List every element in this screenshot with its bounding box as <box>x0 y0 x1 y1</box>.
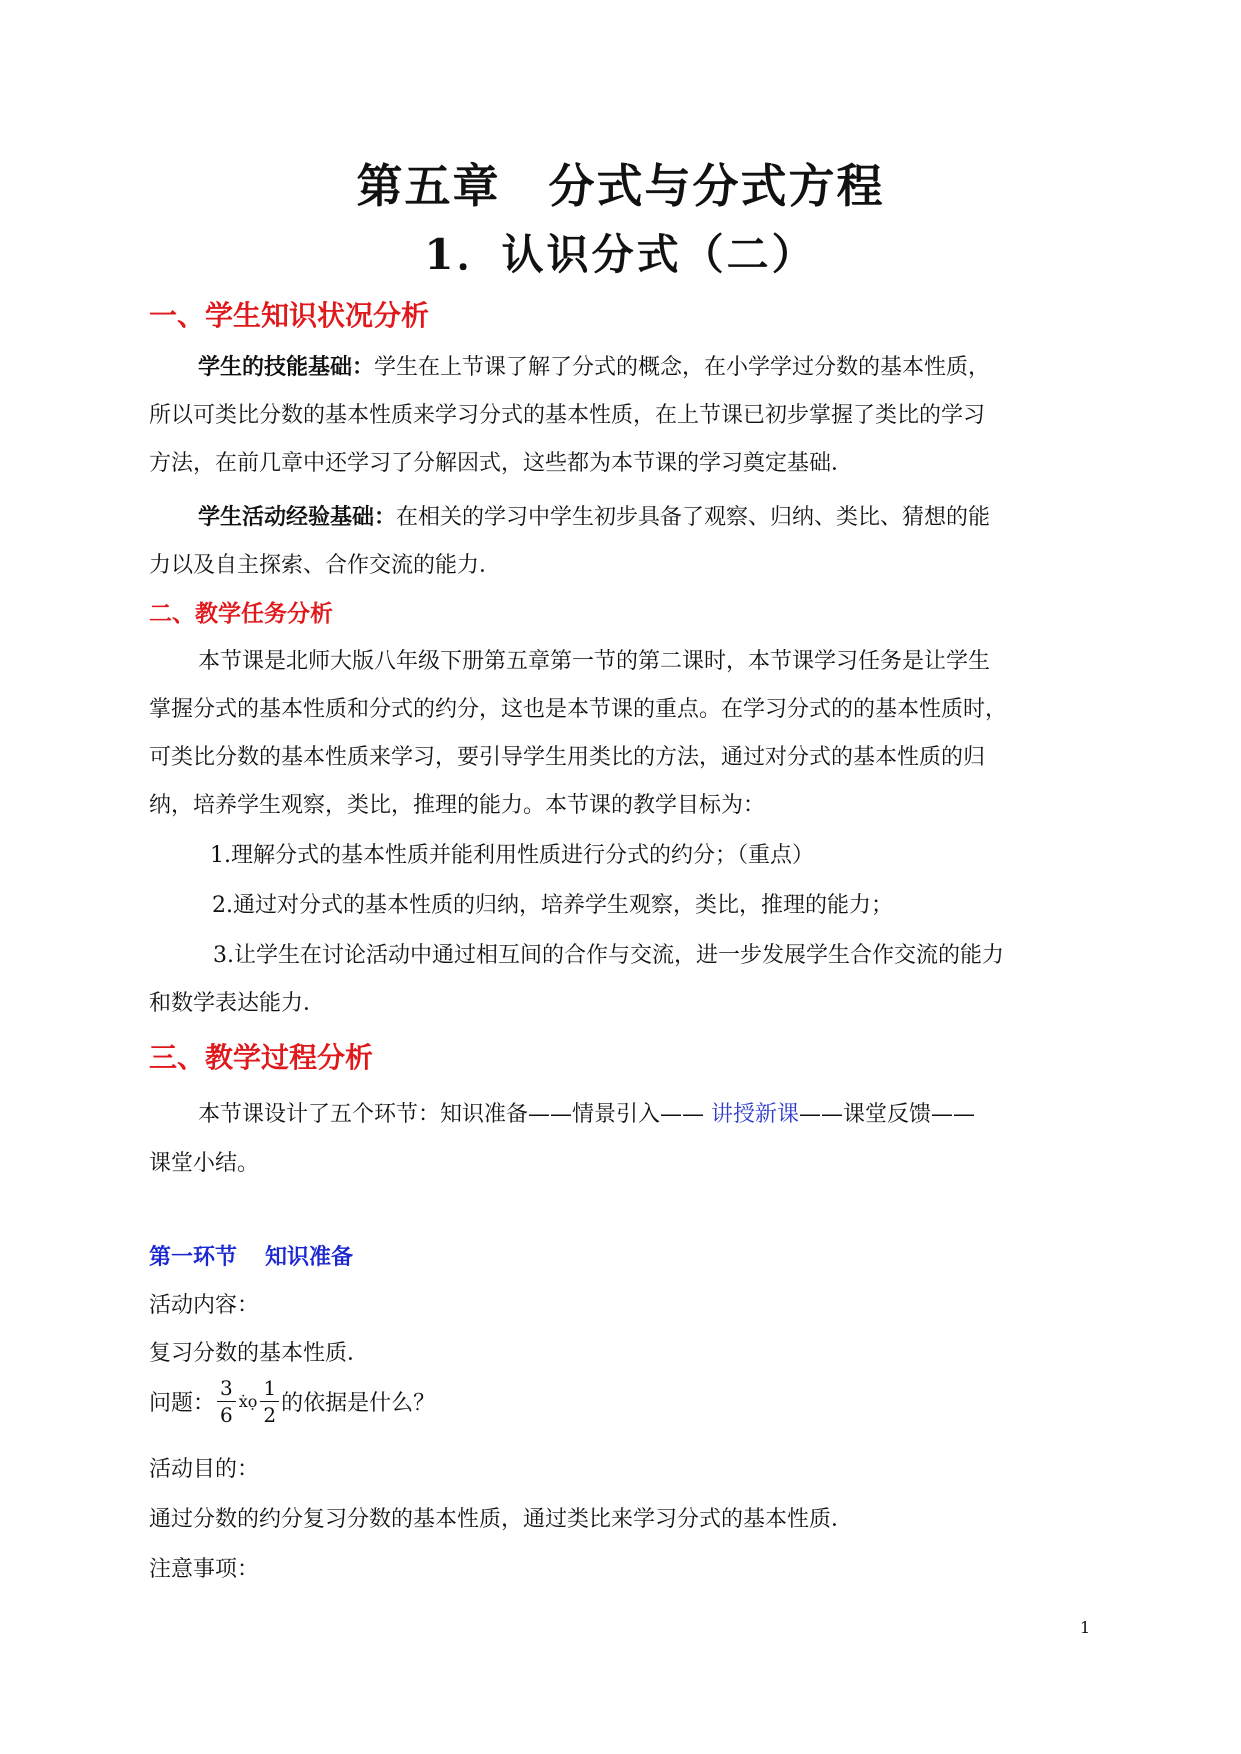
goal-item-1: 1.理解分式的基本性质并能利用性质进行分式的约分；（重点） <box>210 843 814 868</box>
experience-paragraph-line: 力以及自主探索、合作交流的能力． <box>149 553 502 578</box>
stage-name: 知识准备 <box>265 1245 354 1270</box>
fraction-three-sixths <box>217 1375 236 1428</box>
skill-paragraph-line: 方法，在前几章中还学习了分解因式，这些都为本节课的学习奠定基础． <box>149 451 854 476</box>
section-heading-1: 一、学生知识状况分析 <box>149 299 430 332</box>
question-text: 的依据是什么？ <box>281 1390 436 1416</box>
experience-label: 学生活动经验基础： <box>198 504 397 530</box>
goal-item-3: 3.让学生在讨论活动中通过相互间的合作与交流，进一步发展学生合作交流的能力 <box>213 943 1004 968</box>
section-heading-2: 二、教学任务分析 <box>149 601 333 627</box>
process-text: 本节课设计了五个环节：知识准备——情景引入—— <box>198 1102 705 1127</box>
fraction-numerator: 3 <box>217 1375 236 1402</box>
equals-symbol: ẋọ <box>238 1391 258 1411</box>
notes-label: 注意事项： <box>149 1557 260 1582</box>
chapter-title <box>0 150 1241 216</box>
skill-text: 学生在上节课了解了分式的概念，在小学学过分数的基本性质， <box>374 355 991 380</box>
question-line <box>149 1372 1099 1430</box>
process-text: ——课堂反馈—— <box>799 1102 976 1127</box>
fraction-one-half <box>260 1375 279 1428</box>
task-paragraph-line: 掌握分式的基本性质和分式的约分，这也是本节课的重点。在学习分式的的基本性质时， <box>149 697 1008 722</box>
task-paragraph-line: 可类比分数的基本性质来学习，要引导学生用类比的方法，通过对分式的基本性质的归 <box>149 745 986 770</box>
purpose-label: 活动目的： <box>149 1457 260 1482</box>
experience-text: 在相关的学习中学生初步具备了观察、归纳、类比、猜想的能 <box>396 505 991 530</box>
task-paragraph-line: 本节课是北师大版八年级下册第五章第一节的第二课时，本节课学习任务是让学生 <box>198 649 991 674</box>
question-label: 问题： <box>149 1390 216 1416</box>
stage-number: 第一环节 <box>149 1245 238 1270</box>
experience-paragraph-line <box>198 500 1148 531</box>
chapter-number: 第五章 <box>356 159 501 213</box>
lesson-title: 1．认识分式（二） <box>424 230 817 279</box>
goal-item-3-continued: 和数学表达能力． <box>149 991 326 1016</box>
purpose-text: 通过分数的约分复习分数的基本性质，通过类比来学习分式的基本性质． <box>149 1507 854 1532</box>
fraction-denominator: 6 <box>220 1402 233 1427</box>
skill-paragraph-line: 所以可类比分数的基本性质来学习分式的基本性质，在上节课已初步掌握了类比的学习 <box>149 403 986 428</box>
skill-paragraph-line <box>198 350 1148 381</box>
stage-heading <box>149 1240 353 1271</box>
chapter-name: 分式与分式方程 <box>548 159 885 213</box>
fraction-denominator: 2 <box>263 1402 277 1427</box>
lesson-link[interactable]: 讲授新课 <box>711 1102 800 1127</box>
page-number: 1 <box>1080 1618 1091 1637</box>
process-paragraph-line: 课堂小结。 <box>149 1151 260 1176</box>
section-heading-3: 三、教学过程分析 <box>149 1041 374 1074</box>
activity-label: 活动内容： <box>149 1293 260 1318</box>
goal-item-2: 2.通过对分式的基本性质的归纳，培养学生观察，类比，推理的能力； <box>212 893 893 918</box>
skill-label: 学生的技能基础： <box>198 354 375 380</box>
fraction-numerator: 1 <box>260 1375 279 1402</box>
activity-text: 复习分数的基本性质． <box>149 1341 370 1366</box>
process-paragraph-line <box>198 1097 1148 1128</box>
task-paragraph-line: 纳，培养学生观察，类比，推理的能力。本节课的教学目标为： <box>149 793 766 818</box>
